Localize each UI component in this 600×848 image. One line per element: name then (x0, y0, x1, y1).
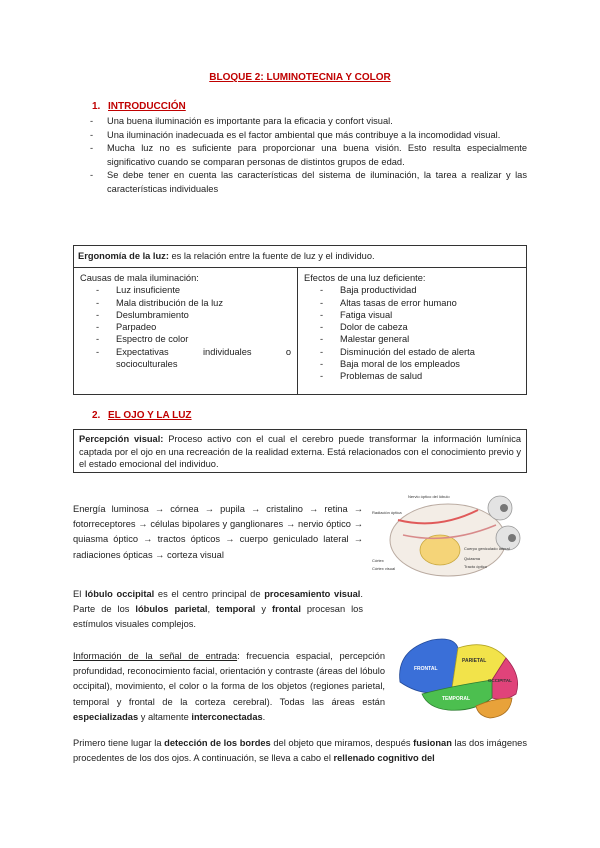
senal-paragraph (73, 649, 385, 725)
list-item: - Baja productividad (304, 284, 520, 296)
list-item: - Dolor de cabeza (304, 321, 520, 333)
bold-run: fusionan (413, 738, 452, 748)
final-paragraph (73, 736, 527, 766)
list-item: - Espectro de color (80, 333, 291, 345)
bold-run: interconectadas (191, 711, 263, 722)
word: o (285, 346, 291, 357)
list-item: - Luz insuficiente (80, 284, 291, 296)
list-item: - Disminución del estado de alerta (304, 346, 520, 358)
text-run: del objeto que miramos, después (270, 738, 414, 748)
occipital-paragraph (73, 587, 363, 633)
ergonomia-text: es la relación entre la fuente de luz y el individuo. (168, 251, 375, 261)
text-run: : frecuencia espacial, percepción profundidad, reconocimiento facial, orientación y contraste (áreas del lóbulo occipital), movimiento, el color o la forma de los objetos (regiones parietal, temporal y frontal de la corteza cerebral). Todas las áreas están (73, 651, 385, 707)
list-item: - Parpadeo (80, 321, 291, 333)
text-run: es el centro principal de (154, 589, 265, 599)
brain-lobes-diagram (392, 632, 526, 724)
bold-run: lóbulo occipital (84, 589, 155, 599)
ergonomia-table (73, 245, 527, 395)
text-run: . Parte de los (73, 589, 363, 615)
list-item: - Altas tasas de error humano (304, 297, 520, 309)
effects-title: Efectos de una luz deficiente: (304, 273, 426, 283)
text-run: , (207, 604, 217, 615)
pupil-icon (500, 504, 508, 512)
text-run: las dos imágenes procedentes de los dos ojos. A continuación, se lleva a cabo el (73, 738, 527, 764)
bold-run: detección de los bordes (164, 738, 271, 748)
bold-run: procesamiento visual (264, 589, 361, 599)
list-item: - Fatiga visual (304, 309, 520, 321)
bold-run: rellenado cognitivo del (333, 753, 435, 764)
pupil-icon (508, 534, 516, 542)
ergonomia-term: Ergonomía de la luz: (78, 251, 169, 261)
percepcion-box (73, 429, 527, 473)
list-item: - Una iluminación inadecuada es el factor ambiental que más contribuye a la incomodidad visual. (90, 129, 527, 143)
percepcion-text: Proceso activo con el cual el cerebro puede transformar la información lumínica captada por el ojo en una recreación de la realidad externa. Está relacionados con el conocimiento previo y el estado emocional del individuo. (79, 434, 522, 470)
diagram-label: Córtex (372, 558, 384, 563)
geniculate-region (420, 535, 460, 565)
expectativas-line (116, 346, 291, 358)
expectativas-line-2: socioculturales (116, 359, 178, 370)
document-title: BLOQUE 2: LUMINOTECNIA Y COLOR (209, 72, 391, 83)
lobe-label: FRONTAL (414, 666, 438, 672)
bold-run: temporal (216, 604, 256, 615)
bold-run: frontal (271, 604, 301, 615)
intro-bullet-list (90, 115, 527, 197)
text-run: y (255, 604, 272, 615)
causes-list (80, 284, 291, 370)
bold-run: especializadas (73, 711, 139, 722)
diagram-label: Radiación óptica (372, 510, 402, 515)
text-run: y altamente (138, 711, 192, 722)
list-item: - Se debe tener en cuenta las características del sistema de iluminación, la tarea a realizar y las características individuales (90, 169, 527, 196)
diagram-label: Tracto óptico (464, 564, 487, 569)
section-title: INTRODUCCIÓN (108, 101, 186, 112)
lobe-label: OCCIPITAL (488, 678, 512, 683)
lobe-label: PARIETAL (462, 658, 487, 664)
bold-run: lóbulos parietal (135, 604, 208, 615)
ergonomia-definition (74, 246, 526, 268)
diagram-label: Cuerpo geniculado lateral (464, 546, 510, 551)
diagram-label: Córtex visual (372, 566, 396, 571)
section-heading-introduccion (92, 101, 186, 112)
percepcion-term: Percepción visual: (79, 434, 164, 444)
list-item: - Baja moral de los empleados (304, 358, 520, 370)
list-item: - Problemas de salud (304, 370, 520, 382)
section-heading-ojo-luz (92, 410, 192, 421)
list-item: - Una buena iluminación es importante para la eficacia y confort visual. (90, 115, 527, 129)
underlined-run: Información de la señal de entrada (73, 651, 238, 661)
diagram-label: Nervio óptico del lóbulo (408, 494, 450, 499)
diagram-label: Quiasma (464, 556, 481, 561)
text-run: El (73, 589, 85, 599)
lobe-label: TEMPORAL (442, 696, 471, 702)
text-run: . (262, 711, 266, 722)
word: individuales (202, 346, 252, 357)
list-item: - Deslumbramiento (80, 309, 291, 321)
effects-list (304, 284, 520, 382)
causes-column (74, 268, 298, 394)
text-run: procesan los estímulos visuales complejos. (73, 604, 364, 630)
text-run: Primero tiene lugar la (73, 738, 165, 748)
list-item: - Mucha luz no es suficiente para proporcionar una buena visión. Esto resulta especialmente significativo cuando se comparan personas de distintos grupos de edad. (90, 142, 527, 169)
section-title: EL OJO Y LA LUZ (108, 410, 192, 421)
visual-pathway-diagram (368, 490, 528, 580)
list-item: - Mala distribución de la luz (80, 297, 291, 309)
section-number: 1. (92, 101, 101, 112)
effects-column (298, 268, 526, 394)
visual-pathway-text: Energía luminosa → córnea → pupila → cristalino → retina → fotorreceptores → células bipolares y ganglionares → nervio óptico → quiasma óptico → tractos ópticos → cuerpo geniculado lateral → radiaciones ópticas → corteza visual (73, 504, 363, 560)
list-item (80, 346, 291, 371)
list-item: - Malestar general (304, 333, 520, 345)
causes-title: Causas de mala iluminación: (80, 273, 199, 283)
section-number: 2. (92, 410, 101, 421)
word: - Expectativas (116, 346, 169, 357)
